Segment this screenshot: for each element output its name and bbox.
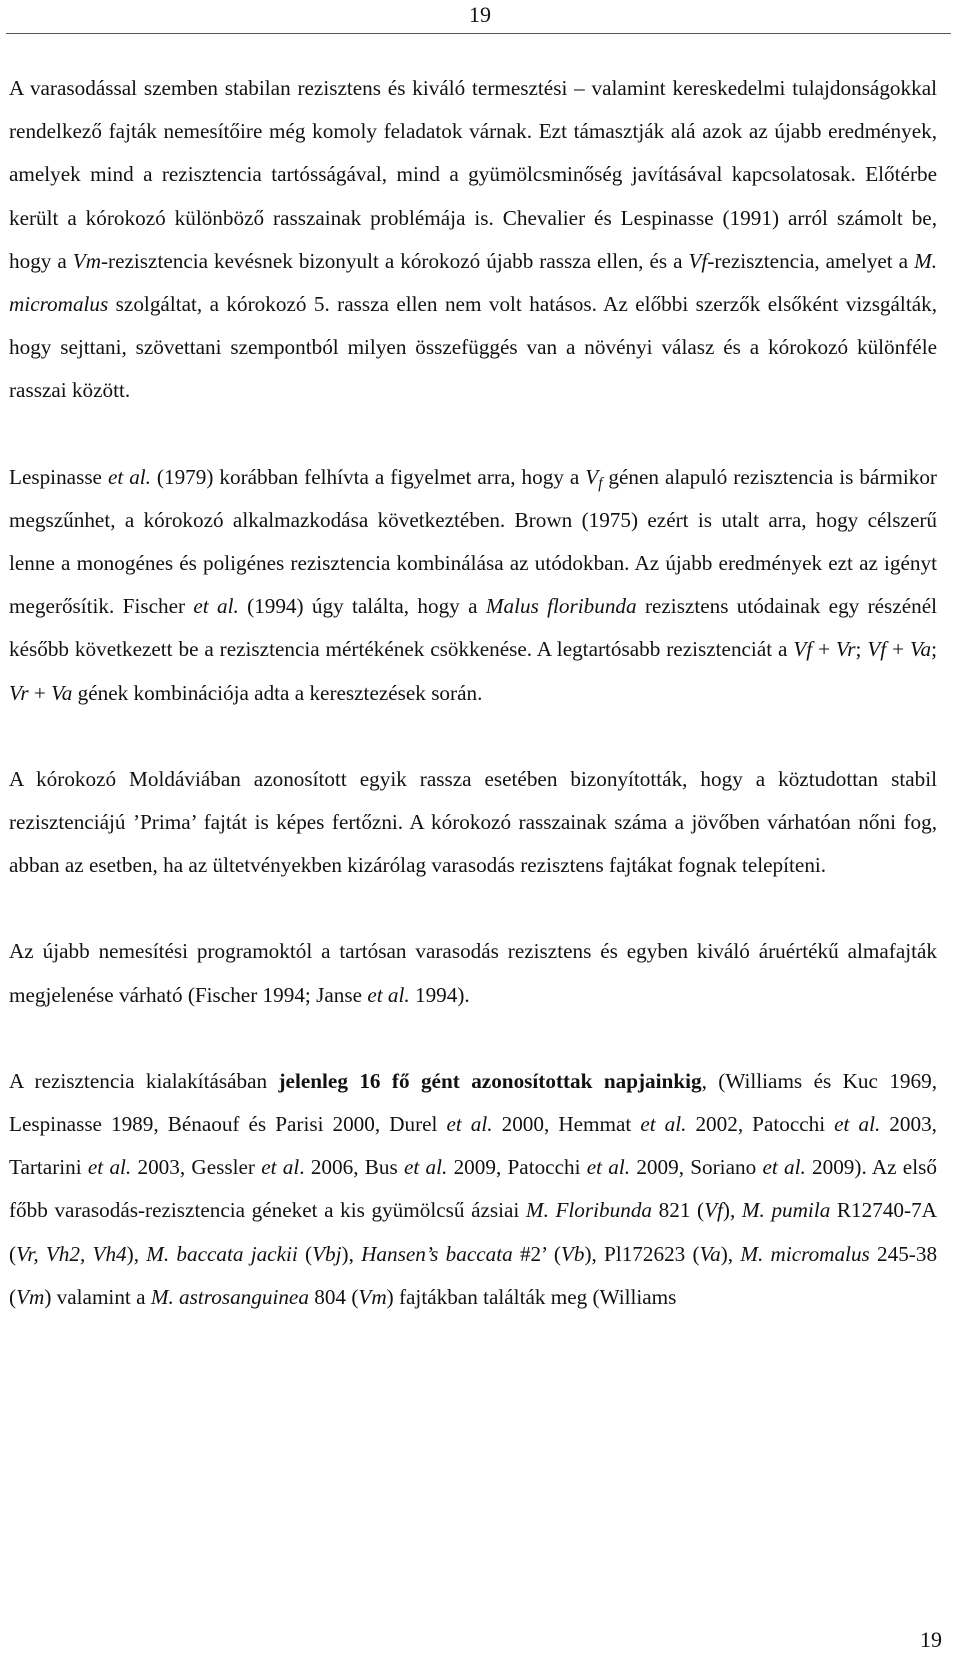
text-run: , (Williams és Kuc 1969, Lespinasse 1989, Bénaouf és Parisi 2000, Durel	[9, 1068, 937, 1137]
text-run: Vbj	[312, 1241, 342, 1266]
text-run: Va	[51, 680, 73, 705]
text-run: ;	[855, 637, 868, 662]
text-run: Vr, Vh2, Vh4	[16, 1241, 127, 1266]
text-run: gének kombinációja adta a keresztezések során.	[72, 680, 483, 705]
text-run: M. baccata jackii	[146, 1241, 298, 1266]
text-run: R12740-7A (	[9, 1198, 937, 1266]
text-run: et al.	[446, 1112, 493, 1137]
text-run: ),	[341, 1241, 362, 1266]
text-run: M. micromalus	[9, 248, 938, 317]
text-run: (	[297, 1241, 313, 1266]
text-run: (1994) úgy találta, hogy a	[238, 594, 486, 619]
text-run: et al.	[834, 1112, 881, 1137]
text-run: (1979) korábban felhívta a figyelmet arra, hogy a	[150, 464, 586, 489]
text-run: jelenleg 16 fő gént azonosítottak napjainkig	[278, 1068, 702, 1093]
text-run: et al.	[367, 982, 410, 1007]
text-run: génen alapuló rezisztencia is bármikor megszűnhet, a kórokozó alkalmazkodása következtében. Brown (1975) ezért is utalt arra, hogy célszerű lenne a monogénes és poligénes rezisztencia kombinálása az utódokban. Az újabb eredmények ezt az igényt megerősítik. Fischer	[9, 464, 937, 619]
text-run: Vf	[793, 637, 813, 662]
text-run: M. astrosanguinea	[150, 1284, 309, 1309]
text-run: Hansen’s baccata	[361, 1241, 513, 1266]
text-run: ),	[720, 1241, 741, 1266]
text-run: Vm	[16, 1284, 45, 1309]
text-run: 821 (	[652, 1198, 705, 1223]
text-run: -rezisztencia, amelyet a	[707, 248, 915, 273]
text-run: et al.	[87, 1155, 132, 1180]
text-run: . 2006, Bus	[299, 1155, 404, 1180]
text-run: 2009, Patocchi	[447, 1155, 587, 1180]
text-run: Malus floribunda	[485, 594, 637, 619]
text-run: ;	[931, 637, 938, 662]
text-run: szolgáltat, a kórokozó 5. rassza ellen nem volt hatásos. Az előbbi szerzők elsőként vizsgálták, hogy sejttani, szövettani szempontból milyen összefüggés van a növényi válasz és a kórokozó különféle rasszai között.	[9, 292, 937, 403]
page-number-bottom: 19	[920, 1627, 942, 1652]
text-run: ),	[722, 1198, 742, 1223]
text-run: rezisztens utódainak egy részénél később következett be a rezisztencia mértékének csökkenése. A legtartósabb rezisztenciát a	[9, 594, 937, 662]
paragraph	[9, 456, 937, 715]
text-run: Vr	[835, 637, 856, 662]
text-run: Vr	[9, 680, 29, 705]
text-run: Lespinasse	[9, 464, 108, 489]
text-run: M. Floribunda	[525, 1198, 653, 1223]
text-run: 2003, Tartarini	[9, 1112, 937, 1180]
text-run: M. pumila	[741, 1198, 831, 1223]
text-run: Vm	[358, 1284, 387, 1309]
text-run: Vf	[688, 248, 708, 273]
text-run: et al	[261, 1155, 300, 1180]
text-run: Vb	[560, 1241, 585, 1266]
text-run: et al.	[640, 1112, 687, 1137]
text-run: ) valamint a	[44, 1284, 151, 1309]
text-run: 2003, Gessler	[131, 1155, 262, 1180]
text-run: 804 (	[308, 1284, 359, 1309]
text-run: V	[585, 464, 599, 489]
header-divider	[6, 33, 951, 34]
text-run: M. micromalus	[740, 1241, 870, 1266]
text-run: et al.	[762, 1155, 806, 1180]
body-text	[9, 67, 937, 1319]
text-run: Vf	[704, 1198, 723, 1223]
paragraph	[9, 1060, 937, 1319]
text-run: A rezisztencia kialakításában	[9, 1068, 279, 1093]
text-run: et al.	[586, 1155, 631, 1180]
text-run: +	[812, 637, 836, 662]
text-run: Va	[699, 1241, 721, 1266]
text-run: 2009, Soriano	[630, 1155, 763, 1180]
text-run: Az újabb nemesítési programoktól a tartósan varasodás rezisztens és egyben kiváló áruértékű almafajták megjelenése várható (Fischer 1994; Janse	[9, 939, 937, 1007]
text-run: 245-38 (	[9, 1241, 938, 1309]
text-run: 1994).	[409, 982, 470, 1007]
paragraph	[9, 67, 937, 413]
text-run: #2’ (	[512, 1241, 561, 1266]
text-run: A varasodással szemben stabilan rezisztens és kiváló termesztési – valamint kereskedelmi tulajdonságokkal rendelkező fajták nemesítőire még komoly feladatok várnak. Ezt támasztják alá azok az újabb eredmények, amelyek mind a rezisztencia tartósságával, mind a gyümölcsminőség javításával kapcsolatosak. Előtérbe került a kórokozó különböző rasszainak problémája is. Chevalier és Lespinasse (1991) arról számolt be, hogy a	[9, 76, 937, 273]
text-run: Vf	[867, 637, 887, 662]
text-run: ),	[126, 1241, 147, 1266]
paragraph	[9, 930, 937, 1016]
page-number-top: 19	[469, 2, 491, 27]
text-run: +	[28, 680, 52, 705]
text-run: A kórokozó Moldáviában azonosított egyik rassza esetében bizonyították, hogy a köztudottan stabil rezisztenciájú ’Prima’ fajtát is képes fertőzni. A kórokozó rasszainak száma a jövőben várhatóan nőni fog, abban az esetben, ha az ültetvényekben kizárólag varasodás rezisztens fajtákat fognak telepíteni.	[9, 766, 937, 878]
text-run: 2009). Az első főbb varasodás-rezisztencia géneket a kis gyümölcsű ázsiai	[9, 1155, 937, 1223]
text-run: Vm	[72, 248, 101, 273]
text-run: 2002, Patocchi	[686, 1112, 835, 1137]
text-run: f	[598, 474, 603, 492]
paragraph	[9, 758, 937, 888]
text-run: et al.	[193, 594, 239, 619]
text-run: ) fajtákban találták meg (Williams	[386, 1284, 677, 1309]
text-run: -rezisztencia kevésnek bizonyult a kórokozó újabb rassza ellen, és a	[101, 248, 689, 273]
text-run: et al.	[403, 1155, 448, 1180]
text-run: +	[886, 637, 910, 662]
text-run: ), Pl172623 (	[584, 1241, 700, 1266]
text-run: et al.	[107, 464, 151, 489]
text-run: Va	[909, 637, 932, 662]
text-run: 2000, Hemmat	[492, 1112, 641, 1137]
